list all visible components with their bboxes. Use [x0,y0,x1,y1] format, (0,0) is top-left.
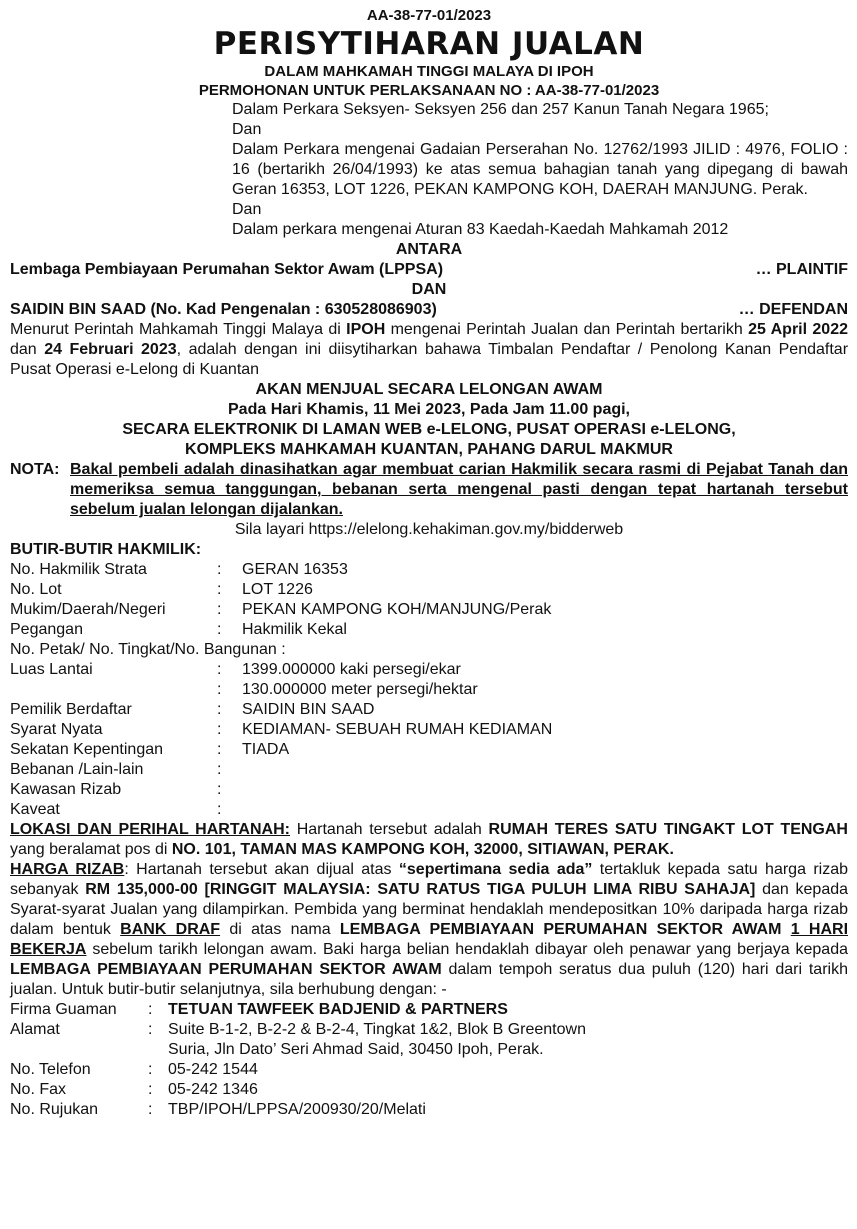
detail-sep: : [217,741,222,758]
reserve-text-6: sebelum tarikh lelongan awam. Baki harga belian hendaklah dibayar oleh penawar yang berjaya kepada [86,941,848,958]
defendant-role: … DEFENDAN [738,301,848,318]
detail-row [10,780,848,800]
nota-block [10,460,848,520]
payee-name-2: LEMBAGA PEMBIAYAAN PERUMAHAN SEKTOR AWAM [10,961,442,978]
sep: : [148,1021,153,1038]
ref-value: TBP/IPOH/LPPSA/200930/20/Melati [168,1101,426,1118]
firm-name: TETUAN TAWFEEK BADJENID & PARTNERS [168,1001,508,1018]
detail-sep: : [217,801,222,818]
order-paragraph [10,320,848,380]
website-link[interactable]: Sila layari https://elelong.kehakiman.gov.my/bidderweb [234,521,624,538]
reserve-text-1: : Hartanah tersebut akan dijual atas [124,861,399,878]
tel-label: No. Telefon [10,1061,91,1078]
order-text-2: mengenai Perintah Jualan dan Perintah bertarikh [385,321,749,338]
title-details-heading: BUTIR-BUTIR HAKMILIK: [10,541,202,558]
matter-line-3: Dalam perkara mengenai Aturan 83 Kaedah-Kaedah Mahkamah 2012 [232,221,729,238]
petak-line: No. Petak/ No. Tingkat/No. Bangunan : [10,641,286,658]
detail-sep: : [217,661,222,678]
detail-row [10,740,848,760]
detail-value: GERAN 16353 [242,561,348,578]
sep: : [148,1061,153,1078]
detail-sep: : [217,681,222,698]
defendant-name: SAIDIN BIN SAAD (No. Kad Pengenalan : 630528086903) [10,301,437,318]
address-line-1: Suite B-1-2, B-2-2 & B-2-4, Tingkat 1&2, Blok B Greentown [168,1021,586,1038]
fax-value: 05-242 1346 [168,1081,258,1098]
court-name: DALAM MAHKAMAH TINGGI MALAYA DI IPOH [264,63,594,80]
detail-value [242,800,848,820]
detail-label: Mukim/Daerah/Negeri [10,601,166,618]
payee-name: LEMBAGA PEMBIAYAAN PERUMAHAN SEKTOR AWAM [339,921,782,938]
case-reference: AA-38-77-01/2023 [366,7,492,24]
matter-block [232,100,848,240]
contact-tel [10,1060,848,1080]
contact-firm [10,1000,848,1020]
tel-value: 05-242 1544 [168,1061,258,1078]
order-text-3: dan [10,341,45,358]
reserve-text-4: di atas nama [220,921,340,938]
address-line-2: Suria, Jln Dato’ Seri Ahmad Said, 30450 Ipoh, Perak. [168,1041,544,1058]
detail-row [10,760,848,780]
auction-line-2: Pada Hari Khamis, 11 Mei 2023, Pada Jam 11.00 pagi, [228,401,630,418]
property-type: RUMAH TERES SATU TINGAKT LOT TENGAH [488,821,848,838]
contact-ref [10,1100,848,1120]
order-court-city: IPOH [346,321,386,338]
reserve-text-2: tertakluk kepada satu harga rizab sebanyak [10,861,849,898]
auction-line-1: AKAN MENJUAL SECARA LELONGAN AWAM [255,381,603,398]
detail-value: LOT 1226 [242,581,313,598]
detail-sep: : [217,721,222,738]
detail-value [242,780,848,800]
property-address: NO. 101, TAMAN MAS KAMPONG KOH, 32000, SITIAWAN, PERAK. [171,841,674,858]
detail-value: 130.000000 meter persegi/hektar [242,681,478,698]
detail-sep: : [217,701,222,718]
contact-fax [10,1080,848,1100]
bank-draft: BANK DRAF [120,921,221,938]
title-details-list [10,560,848,640]
sep: : [148,1001,153,1018]
detail-row [10,660,848,680]
matter-dan-2: Dan [232,201,262,218]
detail-value: SAIDIN BIN SAAD [242,701,375,718]
auction-line-3: SECARA ELEKTRONIK DI LAMAN WEB e-LELONG, PUSAT OPERASI e-LELONG, [122,421,736,438]
detail-value: KEDIAMAN- SEBUAH RUMAH KEDIAMAN [242,721,553,738]
location-text-2: yang beralamat pos di [10,841,172,858]
matter-line-2: Dalam Perkara mengenai Gadaian Perserahan No. 12762/1993 JILID : 4976, FOLIO : 16 (bertarikh 26/04/1993) ke atas semua bahagian tanah yang dipegang di bawah Geran 16353, LOT 1226, PEKAN KAMPONG KOH, DAERAH MANJUNG. Perak. [232,141,848,198]
nota-text: Bakal pembeli adalah dinasihatkan agar membuat carian Hakmilik secara rasmi di Pejabat Tanah dan memeriksa semua tanggungan, bebanan serta mengenal pasti dengan tepat hartanah tersebut sebelum jualan lelongan dijalankan. [70,461,848,518]
detail-label: Sekatan Kepentingan [10,741,164,758]
reserve-text-3: dan kepada Syarat-syarat Jualan yang dilampirkan. Pembida yang berminat hendaklah mendepositkan 10% daripada harga rizab dalam bentuk [10,881,849,938]
plaintiff-role: … PLAINTIF [755,261,848,278]
reserve-as-is: “sepertimana sedia ada” [398,861,593,878]
detail-label: Luas Lantai [10,661,93,678]
dan-heading: DAN [411,281,447,298]
detail-row [10,580,848,600]
auction-line-4: KOMPLEKS MAHKAMAH KUANTAN, PAHANG DARUL MAKMUR [185,441,673,458]
fax-label: No. Fax [10,1081,67,1098]
sep: : [148,1101,153,1118]
deposit-deadline: 1 HARI BEKERJA [10,921,849,958]
detail-label: No. Lot [10,581,62,598]
detail-label: Kaveat [10,801,60,818]
detail-label: No. Hakmilik Strata [10,561,147,578]
detail-label: Pemilik Berdaftar [10,701,132,718]
address-value [168,1020,848,1060]
reserve-label: HARGA RIZAB [10,861,125,878]
detail-row [10,560,848,580]
sep: : [148,1081,153,1098]
detail-row [10,720,848,740]
location-text-1: Hartanah tersebut adalah [289,821,489,838]
title-details-list-2 [10,660,848,820]
order-date-2: 24 Februari 2023 [44,341,177,358]
detail-row [10,620,848,640]
detail-label: Pegangan [10,621,83,638]
ref-label: No. Rujukan [10,1101,99,1118]
page-title: PERISYTIHARAN JUALAN [213,26,645,62]
detail-value: 1399.000000 kaki persegi/ekar [242,661,461,678]
application-number: PERMOHONAN UNTUK PERLAKSANAAN NO : AA-38-77-01/2023 [198,82,660,99]
detail-value: TIADA [242,741,290,758]
plaintiff-row [10,260,848,280]
detail-value: PEKAN KAMPONG KOH/MANJUNG/Perak [242,601,552,618]
matter-dan-1: Dan [232,121,262,138]
antara-heading: ANTARA [395,241,463,258]
detail-row [10,700,848,720]
order-text-1: Menurut Perintah Mahkamah Tinggi Malaya di [10,321,347,338]
detail-sep: : [217,561,222,578]
detail-label: Bebanan /Lain-lain [10,761,144,778]
detail-row [10,600,848,620]
defendant-row [10,300,848,320]
order-text-4: , adalah dengan ini diisytiharkan bahawa Timbalan Pendaftar / Penolong Kanan Pendaftar Pusat Operasi e-Lelong di Kuantan [10,341,849,378]
reserve-text-5 [781,921,790,938]
detail-value [242,760,848,780]
detail-label [10,680,217,700]
detail-sep: : [217,601,222,618]
address-label: Alamat [10,1021,60,1038]
detail-label: Kawasan Rizab [10,781,122,798]
detail-row [10,800,848,820]
sale-proclamation [10,6,848,1120]
nota-label: NOTA: [10,461,60,478]
location-label: LOKASI DAN PERIHAL HARTANAH: [10,821,290,838]
contact-block [10,1000,848,1120]
reserve-text-7: dalam tempoh seratus dua puluh (120) hari dari tarikh jualan. Untuk butir-butir selanjutnya, sila berhubung dengan: - [10,961,848,998]
order-date-1: 25 April 2022 [748,321,848,338]
matter-line-1: Dalam Perkara Seksyen- Seksyen 256 dan 257 Kanun Tanah Negara 1965; [232,101,769,118]
detail-sep: : [217,761,222,778]
reserve-price: RM 135,000-00 [RINGGIT MALAYSIA: SATU RATUS TIGA PULUH LIMA RIBU SAHAJA] [85,881,756,898]
plaintiff-name: Lembaga Pembiayaan Perumahan Sektor Awam (LPPSA) [10,261,444,278]
detail-sep: : [217,581,222,598]
reserve-paragraph [10,860,848,1000]
detail-sep: : [217,781,222,798]
auction-heading [10,380,848,460]
location-paragraph [10,820,848,860]
contact-address [10,1020,848,1060]
detail-sep: : [217,621,222,638]
detail-value: Hakmilik Kekal [242,621,347,638]
detail-row [10,680,848,700]
detail-label: Syarat Nyata [10,721,103,738]
firm-label: Firma Guaman [10,1001,117,1018]
